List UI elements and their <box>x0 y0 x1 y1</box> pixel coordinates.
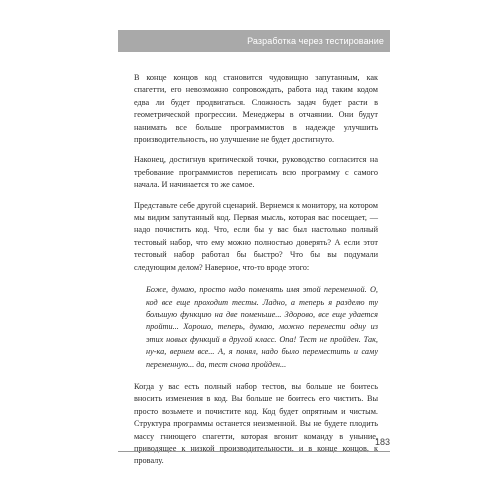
footer-rule <box>118 451 390 452</box>
running-header <box>118 30 390 52</box>
italic-quote: Боже, думаю, просто надо поменять имя этой переменной. О, код все еще проходит тесты. Ладно, а теперь я разделю ту большую функцию на две поменьше... Здорово, все еще удается пройти... Хорошо, теперь, думаю, можно перенести одну из этих новых функций в другой класс. Опа! Тест не пройден. Так, ну-ка, вернем все... А, я понял, надо было переместить и саму переменную... да, тест снова пройден... <box>146 285 378 369</box>
page-number: 183 <box>374 437 390 447</box>
paragraph: Наконец, достигнув критической точки, руководство согласится на требование программистов переписать всю программу с самого начала. И начинается то же самое. <box>134 155 378 190</box>
paragraph: Представьте себе другой сценарий. Вернемся к монитору, на котором мы видим запутанный код. Первая мысль, которая вас посещает, — надо почистить код. Что, если бы у вас был настолько полный тестовый набор, что ему можно полностью доверять? А если этот тестовый набор работал бы быстро? Что бы вы подумали следующим делом? Наверное, что-то вроде этого: <box>134 200 378 272</box>
paragraph: В конце концов код становится чудовищно запутанным, как спагетти, его невозможно сопровождать, работа над таким кодом едва ли будет продвигаться. Сложность задач будет расти в геометрической прогрессии. Менеджеры в отчаянии. Они будут нанимать все больше программистов в надежде улучшить производительность, но улучшение не будет достигнуто. <box>134 73 378 145</box>
paragraph: Когда у вас есть полный набор тестов, вы больше не боитесь вносить изменения в код. Вы больше не боитесь его чистить. Вы просто возьмете и почистите код. Код будет опрятным и чистым. Структура программы останется неизменной. Вы не будете плодить массу гниющего спагетти, которая вгонит команду в уныние, приводящее к низкой производительности, и в конце концов, к провалу. <box>134 381 378 466</box>
chapter-title: Разработка через тестирование <box>247 36 384 46</box>
page-body <box>134 72 378 476</box>
